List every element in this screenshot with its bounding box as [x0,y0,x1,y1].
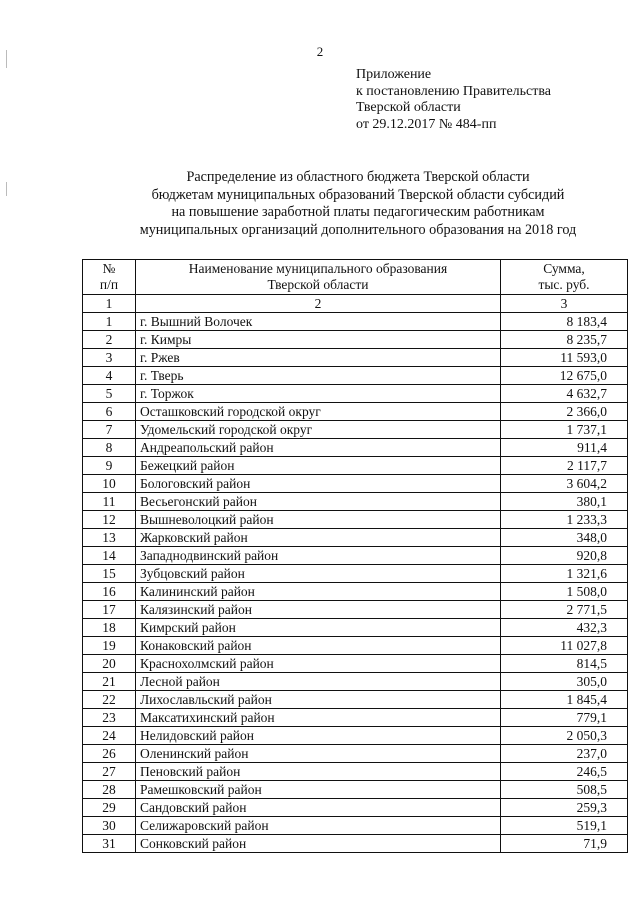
municipality-name-cell: Нелидовский район [136,727,501,745]
row-number-cell: 16 [83,583,136,601]
column-number: 2 [136,295,501,313]
table-body [83,295,628,853]
table-row [83,385,628,403]
row-number-cell: 11 [83,493,136,511]
municipality-name-cell: г. Кимры [136,331,501,349]
municipality-name-cell: Рамешковский район [136,781,501,799]
row-number-cell: 30 [83,817,136,835]
title-line: Распределение из областного бюджета Тверской области [186,169,530,185]
amount-cell: 1 233,3 [501,511,628,529]
municipality-name-cell: Лихославльский район [136,691,501,709]
municipality-name-cell: Краснохолмский район [136,655,501,673]
row-number-cell: 2 [83,331,136,349]
amount-cell: 3 604,2 [501,475,628,493]
municipality-name-cell: Удомельский городской округ [136,421,501,439]
municipality-name-cell: г. Торжок [136,385,501,403]
table-header-row [83,260,628,295]
amount-cell: 348,0 [501,529,628,547]
column-number: 1 [83,295,136,313]
row-number-cell: 15 [83,565,136,583]
document-title [60,169,640,239]
appendix-line: к постановлению Правительства [356,83,552,99]
row-number-cell: 18 [83,619,136,637]
amount-cell: 508,5 [501,781,628,799]
table-row [83,745,628,763]
row-number-cell: 7 [83,421,136,439]
amount-cell: 779,1 [501,709,628,727]
table-row [83,403,628,421]
municipality-name-cell: Сандовский район [136,799,501,817]
row-number-cell: 17 [83,601,136,619]
appendix-line: Тверской области [356,100,461,115]
row-number-cell: 29 [83,799,136,817]
table-row [83,835,628,853]
table-row [83,439,628,457]
municipality-name-cell: г. Вышний Волочек [136,313,501,331]
table-row [83,709,628,727]
amount-cell: 432,3 [501,619,628,637]
row-number-cell: 9 [83,457,136,475]
amount-cell: 4 632,7 [501,385,628,403]
municipality-name-cell: Кимрский район [136,619,501,637]
appendix-line: от 29.12.2017 № 484-пп [356,116,497,132]
amount-cell: 259,3 [501,799,628,817]
appendix-block [356,67,551,133]
amount-cell: 8 235,7 [501,331,628,349]
municipality-name-cell: Андреапольский район [136,439,501,457]
municipality-name-cell: Западнодвинский район [136,547,501,565]
table-row [83,565,628,583]
row-number-cell: 21 [83,673,136,691]
title-line: муниципальных организаций дополнительного образования на 2018 год [139,221,577,238]
row-number-cell: 26 [83,745,136,763]
row-number-cell: 8 [83,439,136,457]
table-row [83,655,628,673]
municipality-name-cell: Пеновский район [136,763,501,781]
table-row [83,817,628,835]
amount-cell: 2 050,3 [501,727,628,745]
appendix-line: Приложение [356,67,432,82]
row-number-cell: 22 [83,691,136,709]
municipality-name-cell: Осташковский городской округ [136,403,501,421]
table-row [83,601,628,619]
municipality-name-cell: Бежецкий район [136,457,501,475]
municipality-name-cell: Калязинский район [136,601,501,619]
title-line: бюджетам муниципальных образований Тверской области субсидий [151,186,565,203]
amount-cell: 237,0 [501,745,628,763]
table-row [83,475,628,493]
row-number-cell: 10 [83,475,136,493]
table-row [83,691,628,709]
municipality-name-cell: г. Ржев [136,349,501,367]
amount-cell: 911,4 [501,439,628,457]
amount-cell: 1 508,0 [501,583,628,601]
amount-cell: 519,1 [501,817,628,835]
table-row [83,367,628,385]
table-row [83,331,628,349]
header-cell-text: № п/п [99,261,119,292]
table-row [83,619,628,637]
table-row [83,529,628,547]
municipality-name-cell: Селижаровский район [136,817,501,835]
row-number-cell: 24 [83,727,136,745]
row-number-cell: 31 [83,835,136,853]
municipality-name-cell: Весьегонский район [136,493,501,511]
amount-cell: 1 737,1 [501,421,628,439]
row-number-cell: 5 [83,385,136,403]
table-row [83,547,628,565]
table-row [83,511,628,529]
municipality-name-cell: Максатихинский район [136,709,501,727]
row-number-cell: 14 [83,547,136,565]
municipality-name-cell: Вышневолоцкий район [136,511,501,529]
municipality-name-cell: Конаковский район [136,637,501,655]
table-row [83,763,628,781]
municipality-name-cell: г. Тверь [136,367,501,385]
header-name [136,260,501,295]
municipality-name-cell: Зубцовский район [136,565,501,583]
title-line: на повышение заработной платы педагогическим работникам [171,204,545,220]
table-row [83,349,628,367]
table-row [83,457,628,475]
amount-cell: 2 117,7 [501,457,628,475]
table-row [83,493,628,511]
subsidy-table [82,259,628,853]
amount-cell: 8 183,4 [501,313,628,331]
amount-cell: 246,5 [501,763,628,781]
header-cell-text: Сумма, тыс. руб. [538,261,590,292]
row-number-cell: 20 [83,655,136,673]
amount-cell: 11 593,0 [501,349,628,367]
row-number-cell: 19 [83,637,136,655]
municipality-name-cell: Сонковский район [136,835,501,853]
page-number: 2 [316,44,324,59]
table-row [83,637,628,655]
amount-cell: 305,0 [501,673,628,691]
amount-cell: 11 027,8 [501,637,628,655]
amount-cell: 2 771,5 [501,601,628,619]
row-number-cell: 28 [83,781,136,799]
amount-cell: 71,9 [501,835,628,853]
amount-cell: 2 366,0 [501,403,628,421]
row-number-cell: 1 [83,313,136,331]
municipality-name-cell: Оленинский район [136,745,501,763]
amount-cell: 920,8 [501,547,628,565]
table-row [83,421,628,439]
amount-cell: 1 321,6 [501,565,628,583]
header-amount [501,260,628,295]
table-row [83,727,628,745]
row-number-cell: 3 [83,349,136,367]
amount-cell: 380,1 [501,493,628,511]
row-number-cell: 23 [83,709,136,727]
municipality-name-cell: Бологовский район [136,475,501,493]
row-number-cell: 27 [83,763,136,781]
municipality-name-cell: Лесной район [136,673,501,691]
column-number: 3 [501,295,628,313]
header-cell-text: Наименование муниципального образования Тверской области [188,261,448,292]
amount-cell: 1 845,4 [501,691,628,709]
row-number-cell: 4 [83,367,136,385]
scan-edge-mark-bottom [6,182,7,196]
row-number-cell: 12 [83,511,136,529]
column-number-row [83,295,628,313]
municipality-name-cell: Калининский район [136,583,501,601]
header-number [83,260,136,295]
table-row [83,313,628,331]
table-row [83,583,628,601]
municipality-name-cell: Жарковский район [136,529,501,547]
table-row [83,799,628,817]
amount-cell: 814,5 [501,655,628,673]
amount-cell: 12 675,0 [501,367,628,385]
table-row [83,781,628,799]
table-row [83,673,628,691]
row-number-cell: 13 [83,529,136,547]
row-number-cell: 6 [83,403,136,421]
